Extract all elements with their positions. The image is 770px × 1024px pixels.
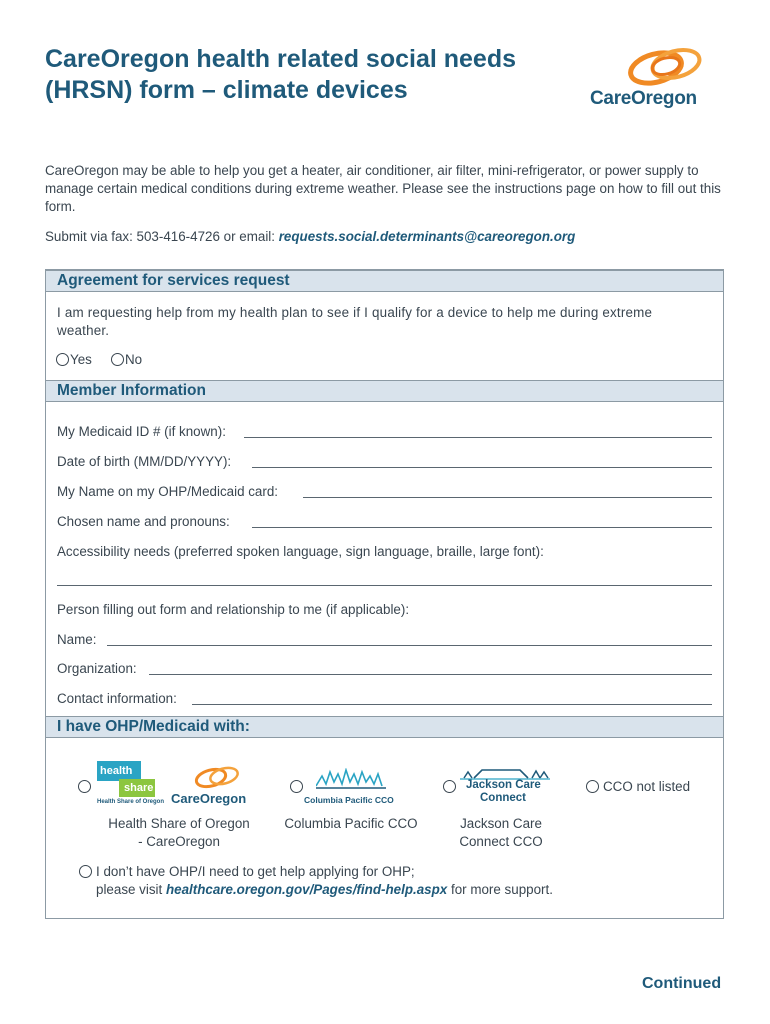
jackson-care-wordmark-line2: Connect bbox=[480, 792, 526, 804]
cco-not-listed-radio[interactable] bbox=[586, 780, 599, 793]
dob-label: Date of birth (MM/DD/YYYY): bbox=[57, 454, 232, 469]
option1-label-line1: Health Share of Oregon bbox=[108, 816, 250, 831]
no-ohp-radio[interactable] bbox=[79, 865, 92, 878]
careoregon-swirl-icon bbox=[620, 44, 720, 88]
find-help-link[interactable]: healthcare.oregon.gov/Pages/find-help.aspx bbox=[165, 882, 448, 897]
submit-email-link[interactable]: requests.social.determinants@careoregon.org bbox=[278, 229, 576, 244]
option1-label-line2: - CareOregon bbox=[138, 834, 220, 849]
no-ohp-text bbox=[96, 863, 696, 899]
chosen-name-field[interactable] bbox=[252, 527, 712, 528]
health-share-logo-bottom: share bbox=[119, 779, 155, 797]
option3-label bbox=[446, 815, 556, 851]
jackson-care-logo bbox=[460, 766, 554, 810]
submit-prefix: Submit via fax: 503-416-4726 or email: bbox=[45, 229, 279, 244]
health-share-logo-sub: Health Share of Oregon bbox=[97, 799, 165, 805]
medicaid-id-label: My Medicaid ID # (if known): bbox=[57, 424, 226, 439]
member-heading: Member Information bbox=[46, 380, 723, 402]
page-title bbox=[45, 44, 565, 106]
accessibility-label: Accessibility needs (preferred spoken language, sign language, braille, large font): bbox=[57, 544, 544, 559]
agreement-yes-radio[interactable] bbox=[56, 353, 69, 366]
columbia-pacific-wave-icon bbox=[316, 768, 386, 790]
no-ohp-suffix: for more support. bbox=[447, 882, 553, 897]
agreement-heading: Agreement for services request bbox=[46, 270, 723, 292]
contact-label: Contact information: bbox=[57, 691, 177, 706]
no-ohp-line2 bbox=[96, 881, 696, 899]
agreement-yes-label: Yes bbox=[70, 352, 92, 367]
option2-label: Columbia Pacific CCO bbox=[284, 816, 418, 831]
columbia-pacific-radio[interactable] bbox=[290, 780, 303, 793]
logo-wordmark: CareOregon bbox=[590, 88, 697, 109]
intro-paragraph: CareOregon may be able to help you get a heater, air conditioner, air filter, mini-refrigerator, or power supply to manage certain medical conditions during extreme weather. Please see the instructions page on how to fill out this form. bbox=[45, 163, 721, 214]
ohp-heading: I have OHP/Medicaid with: bbox=[46, 716, 723, 738]
form-box bbox=[45, 269, 724, 919]
continued-label: Continued bbox=[642, 975, 722, 992]
medicaid-id-field[interactable] bbox=[244, 437, 712, 438]
helper-name-field[interactable] bbox=[107, 645, 712, 646]
columbia-pacific-logo bbox=[304, 768, 404, 808]
person-filling-label: Person filling out form and relationship to me (if applicable): bbox=[57, 602, 410, 617]
agreement-no-label: No bbox=[125, 352, 143, 367]
helper-name-label: Name: bbox=[57, 632, 97, 647]
option1-label bbox=[94, 815, 264, 851]
jackson-care-skyline-icon bbox=[460, 766, 550, 780]
health-share-logo-top: health bbox=[97, 761, 141, 781]
careoregon-small-logo bbox=[171, 764, 266, 808]
option3-label-line1: Jackson Care bbox=[460, 816, 542, 831]
option4-label: CCO not listed bbox=[603, 779, 691, 794]
submit-instructions bbox=[45, 229, 575, 244]
name-on-card-field[interactable] bbox=[303, 497, 712, 498]
agreement-text: I am requesting help from my health plan to see if I qualify for a device to help me during extreme weather. bbox=[57, 305, 653, 338]
health-share-logo bbox=[97, 761, 165, 809]
dob-field[interactable] bbox=[252, 467, 712, 468]
title-line-1: CareOregon health related social needs bbox=[45, 45, 516, 73]
jackson-care-wordmark-line1: Jackson Care bbox=[466, 779, 541, 791]
option3-label-line2: Connect CCO bbox=[459, 834, 543, 849]
careoregon-small-swirl-icon bbox=[191, 764, 247, 790]
title-line-2: (HRSN) form – climate devices bbox=[45, 76, 408, 104]
no-ohp-line1: I don’t have OHP/I need to get help applying for OHP; bbox=[96, 864, 415, 879]
chosen-name-label: Chosen name and pronouns: bbox=[57, 514, 230, 529]
careoregon-small-wordmark: CareOregon bbox=[171, 791, 247, 806]
agreement-no-radio[interactable] bbox=[111, 353, 124, 366]
columbia-pacific-wordmark: Columbia Pacific CCO bbox=[304, 795, 394, 805]
name-on-card-label: My Name on my OHP/Medicaid card: bbox=[57, 484, 279, 499]
organization-field[interactable] bbox=[149, 674, 712, 675]
careoregon-logo bbox=[590, 44, 730, 114]
no-ohp-prefix: please visit bbox=[96, 882, 166, 897]
organization-label: Organization: bbox=[57, 661, 137, 676]
accessibility-field[interactable] bbox=[57, 585, 712, 586]
hso-careoregon-radio[interactable] bbox=[78, 780, 91, 793]
jackson-care-radio[interactable] bbox=[443, 780, 456, 793]
contact-field[interactable] bbox=[192, 704, 712, 705]
